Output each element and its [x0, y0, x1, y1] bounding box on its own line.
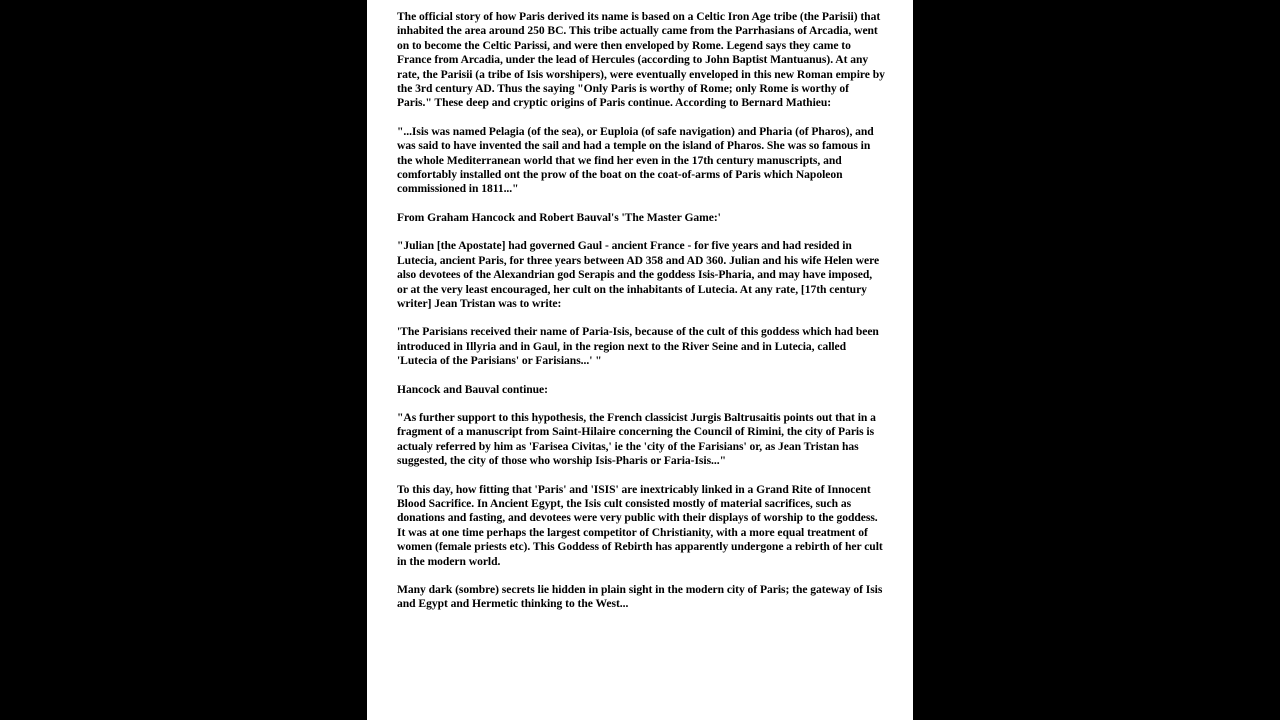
paragraph-paris-isis-today: To this day, how fitting that 'Paris' and 'ISIS' are inextricably linked in a Grand Rite of Innocent Blood Sacrifice. In Ancient Egypt, the Isis cult consisted mostly of material sacrifices, such as donations and fasting, and devotees were very public with their displays of worship to the goddess. It was at one time perhaps the largest competitor of Christianity, with a more equal treatment of women (female priests etc). This Goddess of Rebirth has apparently undergone a rebirth of her cult in the modern world.: [397, 482, 883, 568]
document-page: [367, 0, 913, 720]
quote-julian-apostate: "Julian [the Apostate] had governed Gaul - ancient France - for five years and had resided in Lutecia, ancient Paris, for three years between AD 358 and AD 360. Julian and his wife Helen were also devotees of the Alexandrian god Serapis and the goddess Isis-Pharia, and may have imposed, or at the very least encouraged, her cult on the inhabitants of Lutecia. At any rate, [17th century writer] Jean Tristan was to write:: [397, 239, 880, 310]
quote-jean-tristan: 'The Parisians received their name of Paria-Isis, because of the cult of this goddess which had been introduced in Illyria and in Gaul, in the region next to the River Seine and in Lutecia, called 'Lutecia of the Parisians' or Farisians...' ": [397, 325, 879, 368]
paragraph-hancock-bauval-continue: Hancock and Bauval continue:: [397, 382, 548, 396]
paragraph-dark-secrets: Many dark (sombre) secrets lie hidden in plain sight in the modern city of Paris; the gateway of Isis and Egypt and Hermetic thinking to the West...: [397, 583, 883, 611]
paragraph-paris-origin: The official story of how Paris derived its name is based on a Celtic Iron Age tribe (the Parisii) that inhabited the area around 250 BC. This tribe actually came from the Parrhasians of Arcadia, went on to become the Celtic Parissi, and were then enveloped by Rome. Legend says they came to France from Arcadia, under the lead of Hercules (according to John Baptist Mantuanus). At any rate, the Parisii (a tribe of Isis worshipers), were eventually enveloped in this new Roman empire by the 3rd century AD. Thus the saying "Only Paris is worthy of Rome; only Rome is worthy of Paris." These deep and cryptic origins of Paris continue. According to Bernard Mathieu:: [397, 10, 885, 110]
quote-bernard-mathieu: "...Isis was named Pelagia (of the sea), or Euploia (of safe navigation) and Pharia (of Pharos), and was said to have invented the sail and had a temple on the island of Pharos. She was so famous in the whole Mediterranean world that we find her even in the 17th century manuscripts, and comfortably installed ont the prow of the boat on the coat-of-arms of Paris which Napoleon commissioned in 1811...": [397, 124, 874, 196]
quote-baltrusaitis: "As further support to this hypothesis, the French classicist Jurgis Baltrusaitis points out that in a fragment of a manuscript from Saint-Hilaire concerning the Council of Rimini, the city of Paris is actualy referred by him as 'Farisea Civitas,' ie the 'city of the Farisians' or, as Jean Tristan has suggested, the city of those who worship Isis-Pharis or Faria-Isis...": [397, 410, 876, 468]
source-intro-master-game: From Graham Hancock and Robert Bauval's 'The Master Game:': [397, 210, 721, 224]
